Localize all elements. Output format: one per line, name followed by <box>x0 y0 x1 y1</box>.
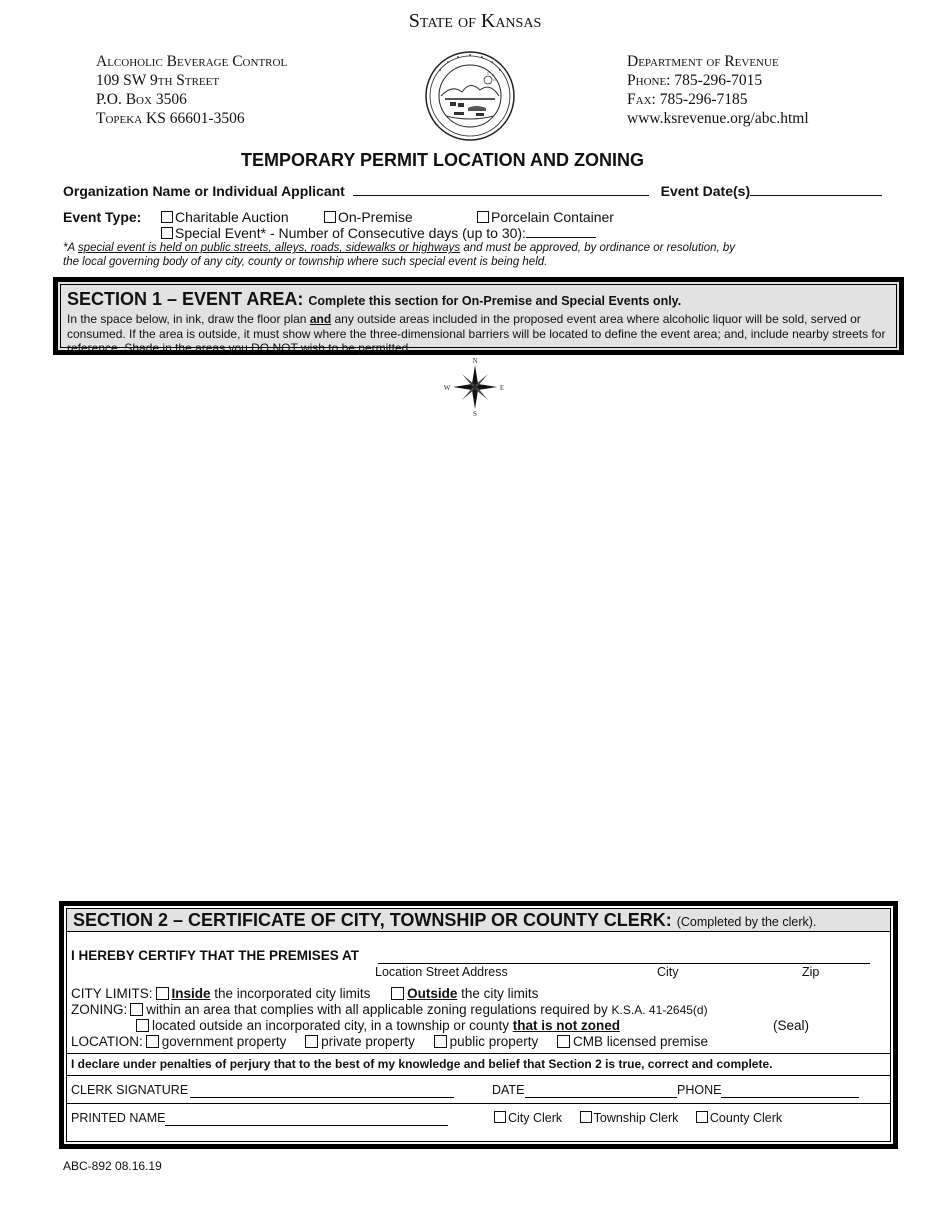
kansas-seal-icon <box>424 50 516 142</box>
street-address-caption: Location Street Address <box>375 965 508 979</box>
agency-name: Alcoholic Beverage Control <box>96 53 288 70</box>
section2-divider-1 <box>67 1053 890 1054</box>
zoning-compliant-checkbox[interactable] <box>130 1003 143 1016</box>
applicant-row <box>63 182 882 199</box>
agency-address <box>96 52 287 128</box>
section1-body-b: any outside areas included in the proposed event area where alcoholic liquor will be sold, served or consumed. If the area is outside, it must show where the three-dimensional barriers will be located to define the event area; and, include nearby streets for reference. Shade in the areas you DO NOT wish to be permitted. <box>67 312 886 355</box>
not-zoned-checkbox[interactable] <box>136 1019 149 1032</box>
clerk-signature-label: CLERK SIGNATURE <box>71 1083 189 1097</box>
location-row <box>71 1034 708 1049</box>
seal-label: (Seal) <box>773 1018 810 1033</box>
option-special-event[interactable] <box>161 225 596 241</box>
note-prefix: *A <box>63 242 78 254</box>
porcelain-container-label: Porcelain Container <box>491 209 614 225</box>
inside-label: Inside <box>171 986 211 1001</box>
outside-city-limits-checkbox[interactable] <box>391 987 404 1000</box>
inside-rest-label: the incorporated city limits <box>210 986 371 1001</box>
department-website: www.ksrevenue.org/abc.html <box>627 110 809 127</box>
on-premise-checkbox[interactable] <box>324 211 336 223</box>
compass-west-label: W <box>444 384 451 392</box>
section1-body-a: In the space below, in ink, draw the floor plan <box>67 312 310 326</box>
private-property-checkbox[interactable] <box>305 1035 318 1048</box>
city-limits-row <box>71 986 538 1001</box>
city-clerk-checkbox[interactable] <box>494 1111 506 1123</box>
clerk-type-options <box>494 1111 782 1125</box>
note-line2: the local governing body of any city, county or township where such special event is being held. <box>63 256 548 268</box>
state-title: State of Kansas <box>408 10 542 32</box>
zip-caption: Zip <box>802 965 820 979</box>
ksa-reference: K.S.A. 41-2645(d) <box>611 1003 708 1017</box>
agency-street: 109 SW 9th Street <box>96 72 220 89</box>
event-dates-field[interactable] <box>750 182 882 196</box>
cmb-licensed-premise-label: CMB licensed premise <box>573 1034 709 1049</box>
event-area-drawing-space[interactable] <box>53 420 904 890</box>
compass-south-label: S <box>473 410 477 418</box>
form-number: ABC-892 08.16.19 <box>63 1159 162 1173</box>
section1-instructions <box>67 312 890 356</box>
on-premise-label: On-Premise <box>338 209 413 225</box>
township-clerk-checkbox[interactable] <box>580 1111 592 1123</box>
phone-field[interactable] <box>721 1097 859 1098</box>
special-event-label: Special Event* - Number of Consecutive days (up to 30): <box>175 225 526 241</box>
special-event-days-field[interactable] <box>526 225 596 238</box>
compass-east-label: E <box>499 384 505 392</box>
charitable-auction-checkbox[interactable] <box>161 211 173 223</box>
zoning-compliant-label: within an area that complies with all applicable zoning regulations required by <box>146 1002 608 1017</box>
section1-body-and: and <box>309 312 332 326</box>
private-property-label: private property <box>321 1034 415 1049</box>
public-property-label: public property <box>449 1034 539 1049</box>
county-clerk-label: County Clerk <box>709 1111 783 1125</box>
section2-box <box>59 901 898 1149</box>
department-phone: Phone: 785-296-7015 <box>627 72 763 89</box>
government-property-checkbox[interactable] <box>146 1035 159 1048</box>
section1-box <box>53 277 904 355</box>
agency-po-box: P.O. Box 3506 <box>96 91 187 108</box>
not-zoned-bold: that is not zoned <box>512 1018 620 1033</box>
special-event-checkbox[interactable] <box>161 227 173 239</box>
cmb-licensed-premise-checkbox[interactable] <box>557 1035 570 1048</box>
compass-north-label: N <box>472 357 478 365</box>
date-field[interactable] <box>525 1097 677 1098</box>
outside-label: Outside <box>407 986 458 1001</box>
perjury-declaration: I declare under penalties of perjury that to the best of my knowledge and belief that Section 2 is true, correct and complete. <box>71 1057 773 1071</box>
township-clerk-label: Township Clerk <box>593 1111 679 1125</box>
clerk-signature-field[interactable] <box>190 1097 454 1098</box>
zoning-row-1 <box>71 1002 708 1017</box>
government-property-label: government property <box>161 1034 287 1049</box>
inside-city-limits-checkbox[interactable] <box>156 987 169 1000</box>
event-type-label: Event Type: <box>63 209 142 225</box>
section1-subtitle: Complete this section for On-Premise and Special Events only. <box>308 294 682 308</box>
zoning-label: ZONING: <box>71 1002 128 1017</box>
option-on-premise[interactable] <box>324 209 413 225</box>
section2-divider-2 <box>67 1075 890 1076</box>
compass-rose-icon <box>444 356 506 418</box>
section2-title: SECTION 2 – CERTIFICATE OF CITY, TOWNSHIP OR COUNTY CLERK: <box>73 910 672 930</box>
department-contact <box>627 52 809 128</box>
phone-label: PHONE <box>677 1083 722 1097</box>
date-label: DATE <box>492 1083 525 1097</box>
event-dates-label: Event Date(s) <box>660 183 751 199</box>
option-charitable-auction[interactable] <box>161 209 289 225</box>
agency-city: Topeka KS 66601-3506 <box>96 110 245 127</box>
department-fax: Fax: 785-296-7185 <box>627 91 748 108</box>
department-name: Department of Revenue <box>627 53 779 70</box>
form-title: TEMPORARY PERMIT LOCATION AND ZONING <box>241 150 644 170</box>
certify-label: I HEREBY CERTIFY THAT THE PREMISES AT <box>71 948 360 963</box>
note-rest: and must be approved, by ordinance or resolution, by <box>460 242 736 254</box>
public-property-checkbox[interactable] <box>434 1035 447 1048</box>
location-label: LOCATION: <box>71 1034 143 1049</box>
org-name-field[interactable] <box>353 182 649 196</box>
outside-rest-label: the city limits <box>457 986 539 1001</box>
not-zoned-label: located outside an incorporated city, in a township or county <box>152 1018 513 1033</box>
city-caption: City <box>657 965 679 979</box>
printed-name-field[interactable] <box>165 1125 448 1126</box>
section2-heading <box>67 909 890 932</box>
section1-heading <box>67 289 890 311</box>
section2-divider-3 <box>67 1103 890 1104</box>
option-porcelain-container[interactable] <box>477 209 614 225</box>
note-underlined: special event is held on public streets, alleys, roads, sidewalks or highways <box>77 242 461 254</box>
county-clerk-checkbox[interactable] <box>696 1111 708 1123</box>
porcelain-container-checkbox[interactable] <box>477 211 489 223</box>
special-event-note <box>63 241 823 269</box>
zoning-row-2 <box>133 1018 620 1033</box>
section2-subtitle: (Completed by the clerk). <box>676 915 817 929</box>
org-name-label: Organization Name or Individual Applicant <box>63 183 345 199</box>
premises-address-field[interactable] <box>378 963 870 964</box>
section1-title: SECTION 1 – EVENT AREA: <box>67 289 304 309</box>
city-limits-label: CITY LIMITS: <box>71 986 153 1001</box>
charitable-auction-label: Charitable Auction <box>175 209 289 225</box>
city-clerk-label: City Clerk <box>508 1111 563 1125</box>
printed-name-label: PRINTED NAME <box>71 1111 166 1125</box>
